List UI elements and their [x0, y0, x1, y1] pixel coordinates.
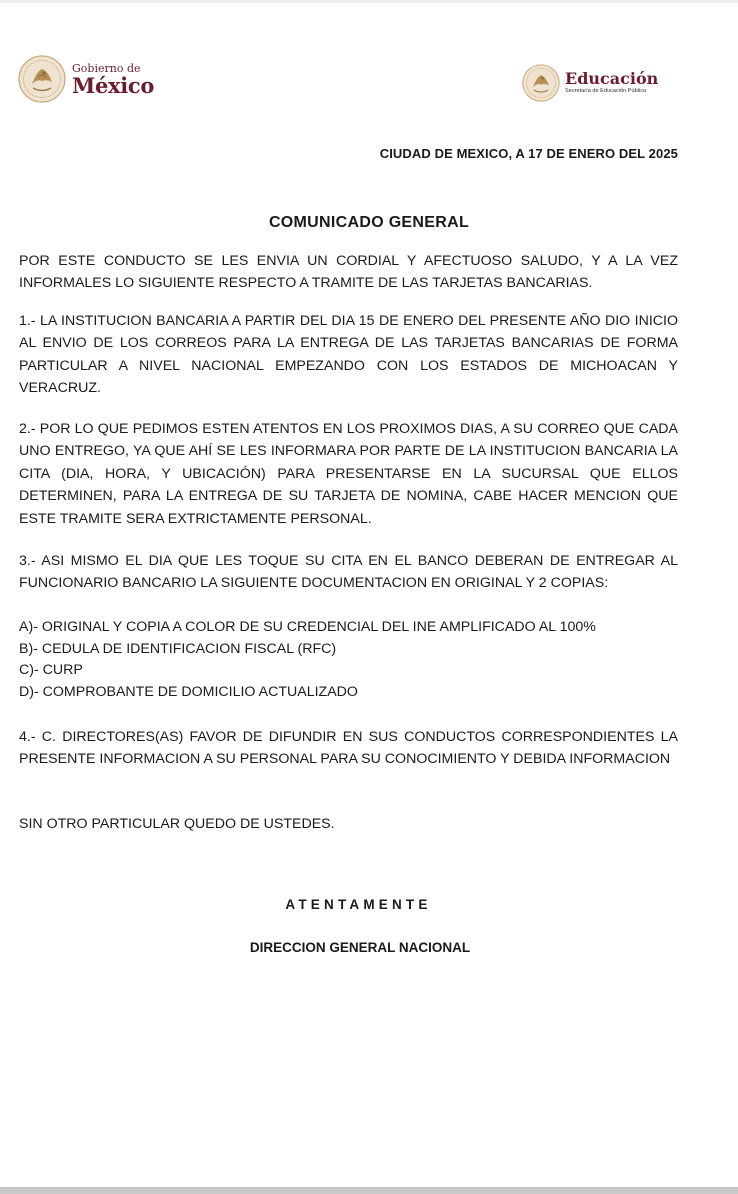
bottom-divider — [0, 1187, 738, 1194]
point-2-paragraph: 2.- POR LO QUE PEDIMOS ESTEN ATENTOS EN LOS PROXIMOS DIAS, A SU CORREO QUE CADA UNO ENTREGO, YA QUE AHÍ SE LES INFORMARA POR PARTE DE LA INSTITUCION BANCARIA LA CITA (DIA, HORA, Y UBICACIÓN) PARA PRESENTARSE EN LA SUCURSAL QUE ELLOS DETERMINEN, PARA LA ENTREGA DE SU TARJETA DE NOMINA, CABE HACER MENCION QUE ESTE TRAMITE SERA EXTRICTAMENTE PERSONAL. — [19, 421, 678, 527]
signature-atentamente: ATENTAMENTE — [285, 897, 432, 912]
point-4-paragraph: 4.- C. DIRECTORES(AS) FAVOR DE DIFUNDIR EN SUS CONDUCTOS CORRESPONDIENTES LA PRESENTE INFORMACION A SU PERSONAL PARA SU CONOCIMIENTO Y DEBIDA INFORMACION — [19, 729, 678, 768]
date-line: CIUDAD DE MEXICO, A 17 DE ENERO DEL 2025 — [379, 146, 678, 161]
intro-paragraph: POR ESTE CONDUCTO SE LES ENVIA UN CORDIAL Y AFECTUOSO SALUDO, Y A LA VEZ INFORMALES LO SIGUIENTE RESPECTO A TRAMITE DE LAS TARJETAS BANCARIAS. — [19, 253, 678, 292]
educacion-logo-line2: Secretaría de Educación Pública — [565, 88, 647, 95]
educacion-logo-line1: Educación — [565, 69, 659, 89]
document-item-a: A)- ORIGINAL Y COPIA A COLOR DE SU CREDENCIAL DEL INE AMPLIFICADO AL 100% — [19, 619, 596, 635]
educacion-logo-wordmark — [565, 71, 658, 95]
mexico-national-seal-icon — [522, 64, 560, 102]
educacion-sep-logo — [522, 64, 658, 102]
mexico-national-seal-icon — [18, 55, 66, 103]
document-item-b: B)- CEDULA DE IDENTIFICACION FISCAL (RFC) — [19, 640, 337, 657]
document-item-c: C)- CURP — [19, 662, 83, 679]
point-3-paragraph: 3.- ASI MISMO EL DIA QUE LES TOQUE SU CITA EN EL BANCO DEBERAN DE ENTREGAR AL FUNCIONARIO BANCARIO LA SIGUIENTE DOCUMENTACION EN ORIGINAL Y 2 COPIAS: — [19, 553, 678, 592]
gobierno-logo-wordmark — [72, 63, 154, 96]
gobierno-logo-line1: Gobierno de — [72, 61, 141, 75]
documents-list — [19, 617, 678, 703]
point-1-paragraph: 1.- LA INSTITUCION BANCARIA A PARTIR DEL DIA 15 DE ENERO DEL PRESENTE AÑO DIO INICIO AL ENVIO DE LOS CORREOS PARA LA ENTREGA DE LAS TARJETAS BANCARIAS DE FORMA PARTICULAR A NIVEL NACIONAL EMPEZANDO CON LOS ESTADOS DE MICHOACAN Y VERACRUZ. — [19, 313, 678, 397]
closing-line: SIN OTRO PARTICULAR QUEDO DE USTEDES. — [19, 816, 335, 832]
gobierno-de-mexico-logo — [18, 55, 154, 103]
gobierno-logo-line2: México — [72, 72, 155, 98]
top-divider — [0, 0, 738, 3]
document-item-d: D)- COMPROBANTE DE DOMICILIO ACTUALIZADO — [19, 683, 358, 700]
document-title: COMUNICADO GENERAL — [268, 214, 470, 231]
signature-sender: DIRECCION GENERAL NACIONAL — [249, 940, 471, 955]
